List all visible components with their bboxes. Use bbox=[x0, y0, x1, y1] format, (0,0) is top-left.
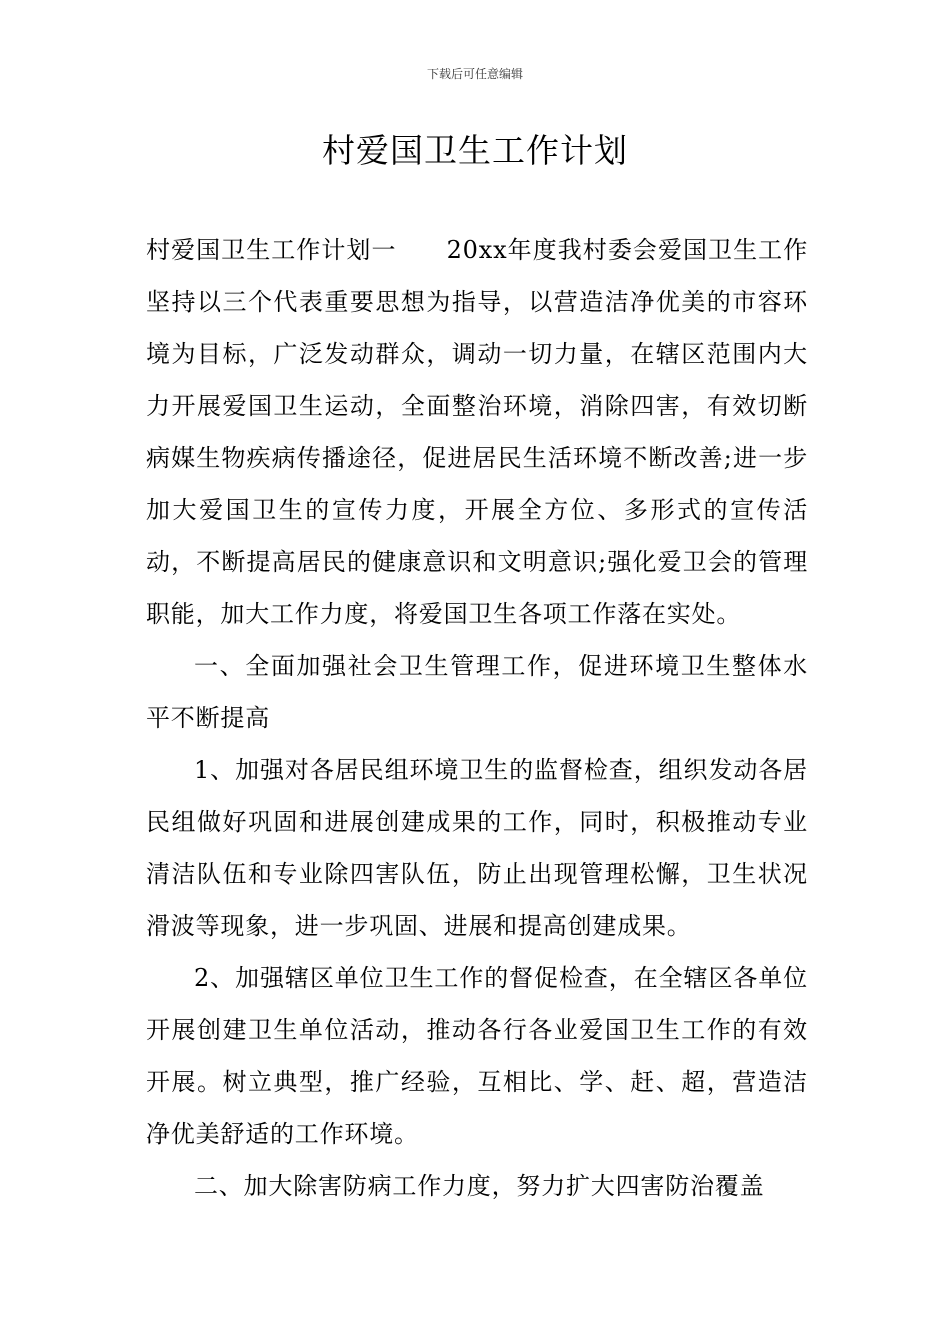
paragraph-item-1: 1、加强对各居民组环境卫生的监督检查，组织发动各居民组做好巩固和进展创建成果的工作，同时，积极推动专业清洁队伍和专业除四害队伍，防止出现管理松懈，卫生状况滑波等现象，进一步巩固、进展和提高创建成果。 bbox=[146, 756, 808, 940]
document-body bbox=[146, 224, 808, 1212]
paragraph-intro: 村爱国卫生工作计划一 20xx年度我村委会爱国卫生工作坚持以三个代表重要思想为指导，以营造洁净优美的市容环境为目标，广泛发动群众，调动一切力量，在辖区范围内大力开展爱国卫生运动，全面整治环境，消除四害，有效切断病媒生物疾病传播途径，促进居民生活环境不断改善;进一步加大爱国卫生的宣传力度，开展全方位、多形式的宣传活动，不断提高居民的健康意识和文明意识;强化爱卫会的管理职能，加大工作力度，将爱国卫生各项工作落在实处。 bbox=[146, 236, 808, 628]
header-note: 下载后可任意编辑 bbox=[426, 67, 523, 81]
paragraph-section-1-heading: 一、全面加强社会卫生管理工作，促进环境卫生整体水平不断提高 bbox=[146, 652, 808, 732]
paragraph-section-2-heading: 二、加大除害防病工作力度，努力扩大四害防治覆盖 bbox=[194, 1172, 765, 1200]
paragraph-item-2: 2、加强辖区单位卫生工作的督促检查，在全辖区各单位开展创建卫生单位活动，推动各行各业爱国卫生工作的有效开展。树立典型，推广经验，互相比、学、赶、超，营造洁净优美舒适的工作环境。 bbox=[146, 964, 808, 1148]
document-title: 村爱国卫生工作计划 bbox=[322, 131, 628, 170]
